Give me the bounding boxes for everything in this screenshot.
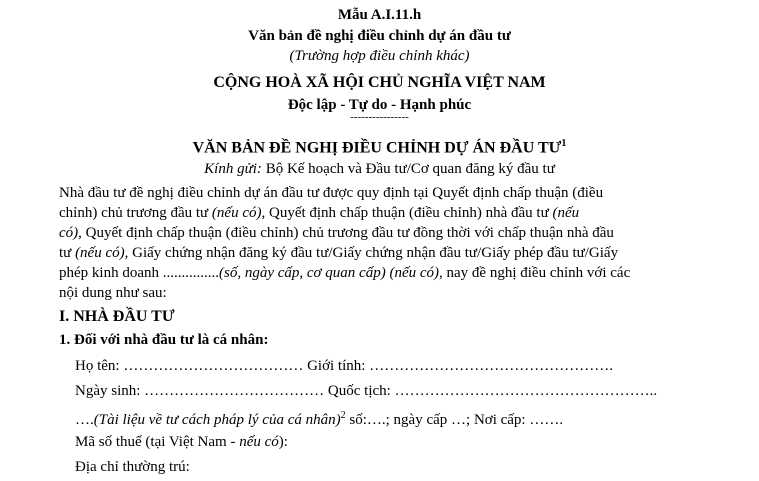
section-investor-heading: I. NHÀ ĐẦU TƯ [59, 308, 175, 325]
national-motto: Độc lập - Tự do - Hạnh phúc [287, 97, 472, 113]
intro-text: phép kinh doanh ............... [59, 265, 219, 281]
intro-text: , nay đề nghị điều chỉnh với các [439, 265, 631, 281]
legal-footnote: 2 [340, 410, 346, 421]
subsection-individual-heading: 1. Đối với nhà đầu tư là cá nhân: [59, 332, 269, 348]
intro-italic: (nếu có) [75, 245, 125, 261]
intro-italic: (số, ngày cấp, cơ quan cấp) (nếu có) [218, 265, 440, 281]
recipient-text: Bộ Kế hoạch và Đầu tư/Cơ quan đăng ký đầu tư [261, 161, 555, 177]
field-address-row: Địa chỉ thường trú: [75, 459, 190, 475]
intro-text: , Giấy chứng nhận đăng ký đầu tư/Giấy chứng nhận đầu tư/Giấy phép đầu tư/Giấy [124, 245, 619, 261]
tax-optional: nếu có [239, 434, 279, 450]
intro-line-5 [59, 264, 630, 282]
gender-label: Giới tính: [307, 358, 370, 374]
dob-dots: ……………………………… [144, 383, 328, 399]
intro-italic: (nếu có) [211, 205, 262, 221]
gender-dots: …………………………………………. [369, 358, 613, 374]
document-title-text: VĂN BẢN ĐỀ NGHỊ ĐIỀU CHỈNH DỰ ÁN ĐẦU TƯ [192, 139, 562, 157]
field-legal-doc-row [75, 407, 563, 429]
name-label: Họ tên: [75, 358, 124, 374]
nationality-label: Quốc tịch: [327, 383, 395, 399]
intro-text: , Quyết định chấp thuận (điều chỉnh) chủ trương đầu tư đồng thời với chấp thuận nhà đầu [78, 225, 614, 241]
field-tax-row [75, 433, 288, 451]
motto-underline: ---------------- [350, 111, 409, 123]
field-dob-row [75, 382, 657, 400]
recipient-line [0, 160, 759, 178]
intro-line-1: Nhà đầu tư đề nghị điều chỉnh dự án đầu tư được quy định tại Quyết định chấp thuận (điều [59, 185, 604, 201]
intro-line-2 [59, 204, 579, 222]
form-case: (Trường hợp điều chỉnh khác) [289, 48, 470, 64]
intro-line-6: nội dung như sau: [59, 285, 167, 301]
legal-doc-label: (Tài liệu về tư cách pháp lý của cá nhân) [93, 412, 341, 428]
tax-label: Mã số thuế (tại Việt Nam - [75, 434, 240, 450]
intro-text: chỉnh) chủ trương đầu tư [59, 205, 212, 221]
intro-line-4 [59, 244, 618, 262]
legal-prefix: …. [75, 412, 94, 428]
name-dots: ……………………………… [123, 358, 308, 374]
document-title-footnote: 1 [561, 138, 567, 149]
intro-text: tư [59, 245, 76, 261]
document-title [0, 135, 759, 157]
tax-end: ): [278, 434, 288, 450]
legal-details: số:….; ngày cấp …; Nơi cấp: ……. [345, 412, 564, 428]
nationality-dots: …………………………………………….. [394, 383, 658, 399]
field-name-row [75, 357, 613, 375]
form-title: Văn bản đề nghị điều chỉnh dự án đầu tư [248, 28, 511, 44]
form-code: Mẫu A.I.11.h [337, 7, 422, 23]
dob-label: Ngày sinh: [75, 383, 145, 399]
intro-italic: (nếu [552, 205, 580, 221]
nation-name: CỘNG HOÀ XÃ HỘI CHỦ NGHĨA VIỆT NAM [213, 74, 546, 91]
intro-text: , Quyết định chấp thuận (điều chỉnh) nhà đầu tư [261, 205, 553, 221]
intro-italic: có) [59, 225, 79, 241]
intro-line-3 [59, 224, 614, 242]
recipient-label: Kính gửi: [204, 161, 262, 177]
